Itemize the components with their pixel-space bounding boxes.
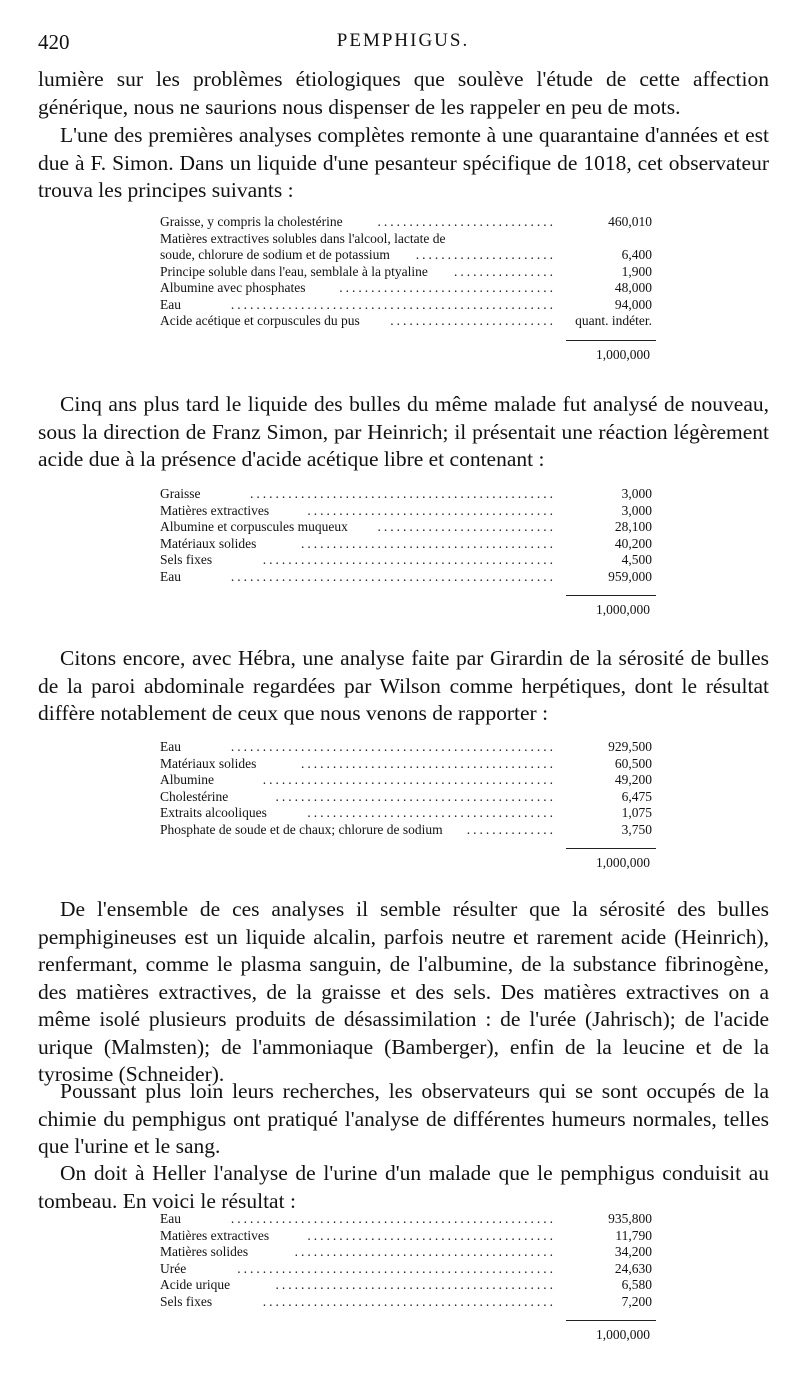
- row-label: Eau: [160, 296, 181, 312]
- row-label: Matières extractives: [160, 1227, 270, 1243]
- paragraph-conclusion: De l'ensemble de ces analyses il semble résulter que la sérosité des bulles pemphigineuses est un liquide alcalin, parfois neutre et rarement acide (Heinrich), renfermant, comme le plasma sanguin, de l'albumine, de la substance fibrinogène, des matières extractives, de la graisse et des sels. Des matières extractives on a même isolé plusieurs produits de désassimilation : de l'urée (Jahrisch); de l'acide urique (Malmsten); de l'ammoniaque (Bamberger), enfin de la leucine et de la tyrosime (Schneider).: [38, 897, 769, 1086]
- row-value: 6,400: [621, 247, 652, 262]
- total-rule: [566, 340, 656, 341]
- leader-dots: .......................................: [307, 502, 556, 518]
- table-row: [160, 805, 656, 822]
- table-row: [160, 247, 656, 264]
- leader-dots: ............................: [377, 519, 556, 534]
- row-label: Matières solides: [160, 1244, 249, 1259]
- table-row: [160, 552, 656, 569]
- row-label: Eau: [160, 1211, 181, 1226]
- row-value: 6,580: [621, 1277, 652, 1292]
- total-rule: [566, 595, 656, 596]
- table-row: [160, 297, 656, 314]
- row-label: Phosphate de soude et de chaux; chlorure de sodium: [160, 821, 443, 837]
- table-total: 1,000,000: [596, 346, 650, 362]
- row-label: Urée: [160, 1260, 187, 1276]
- row-label: Matériaux solides: [160, 535, 257, 551]
- row-label: Matières extractives: [160, 502, 270, 518]
- row-label: Cholestérine: [160, 788, 229, 804]
- paragraph-heller-analysis: On doit à Heller l'analyse de l'urine d'un malade que le pemphigus conduisit au tombeau. En voici le résultat :: [38, 1161, 769, 1213]
- leader-dots: ........................................: [301, 755, 556, 771]
- analysis-table-girardin: [160, 739, 656, 870]
- row-value: 7,200: [621, 1293, 652, 1309]
- leader-dots: ..............................................: [262, 772, 556, 787]
- leader-dots: ............................................: [275, 788, 556, 804]
- row-value: 959,000: [608, 568, 652, 584]
- row-value: 94,000: [614, 296, 652, 312]
- table-row: [160, 772, 656, 789]
- leader-dots: ..............: [466, 821, 556, 837]
- table-row: [160, 822, 656, 839]
- table-row: [160, 1261, 656, 1278]
- table-row: [160, 756, 656, 773]
- row-value: 6,475: [621, 788, 652, 804]
- table-row: [160, 280, 656, 297]
- table-total: 1,000,000: [596, 1327, 650, 1342]
- row-value: 60,500: [614, 755, 652, 771]
- row-value: 3,000: [621, 486, 652, 501]
- paragraph-heinrich-analysis: Cinq ans plus tard le liquide des bulles du même malade fut analysé de nouveau, sous la direction de Franz Simon, par Heinrich; il présentait une réaction légèrement acide due à la présence d'acide acétique libre et contenant :: [38, 392, 769, 471]
- leader-dots: ...................................................: [230, 1211, 556, 1226]
- row-value: 4,500: [621, 552, 652, 567]
- table-row: [160, 1277, 656, 1294]
- leader-dots: ...................................................: [230, 296, 556, 312]
- paragraph-intro-continuation: lumière sur les problèmes étiologiques que soulève l'étude de cette affection générique, nous ne saurions nous dispenser de les rappeler en peu de mots.: [38, 67, 769, 119]
- row-value: 3,000: [621, 502, 652, 518]
- paragraph-simon-analysis: L'une des premières analyses complètes remonte à une quarantaine d'années et est due à F. Simon. Dans un liquide d'une pesanteur spécifique de 1018, cet observateur trouva les principes suivants :: [38, 123, 769, 202]
- analysis-table-heinrich: [160, 486, 656, 617]
- table-row: [160, 264, 656, 281]
- row-value: 48,000: [614, 280, 652, 295]
- total-rule: [566, 1320, 656, 1321]
- analysis-table-simon: [160, 214, 656, 362]
- leader-dots: ..............................................: [262, 552, 556, 567]
- leader-dots: ............................................: [275, 1277, 556, 1292]
- page-header: [38, 30, 768, 58]
- table-row: [160, 569, 656, 586]
- paragraph-girardin-analysis: Citons encore, avec Hébra, une analyse faite par Girardin de la sérosité de bulles de la paroi abdominale regardées par Wilson comme herpétiques, dont le résultat diffère notablement de ceux que nous venons de rapporter :: [38, 646, 769, 725]
- row-value: 34,200: [614, 1244, 652, 1259]
- leader-dots: ................: [454, 263, 556, 279]
- table-total: 1,000,000: [596, 602, 650, 617]
- table-row: [160, 536, 656, 553]
- table-row: [160, 789, 656, 806]
- row-label: Extraits alcooliques: [160, 805, 267, 820]
- leader-dots: ............................: [377, 214, 556, 229]
- running-title: PEMPHIGUS.: [336, 30, 470, 51]
- row-value: 28,100: [614, 519, 652, 534]
- leader-dots: ......................: [415, 247, 556, 262]
- row-label: Sels fixes: [160, 1293, 213, 1309]
- table-row: [160, 1211, 656, 1228]
- row-value: 1,075: [621, 805, 652, 820]
- table-row: [160, 503, 656, 520]
- leader-dots: ..................................................: [237, 1260, 556, 1276]
- row-label: Sels fixes: [160, 552, 213, 567]
- row-label: Graisse, y compris la cholestérine: [160, 214, 343, 229]
- table-row: [160, 1228, 656, 1245]
- table-row: [160, 486, 656, 503]
- leader-dots: .......................................: [307, 1227, 556, 1243]
- table-row: [160, 313, 656, 330]
- leader-dots: ..........................: [390, 313, 556, 328]
- leader-dots: ..............................................: [262, 1293, 556, 1309]
- table-row: [160, 1294, 656, 1311]
- table-row: [160, 739, 656, 756]
- row-value: 929,500: [608, 739, 652, 754]
- leader-dots: .........................................: [294, 1244, 556, 1259]
- table-row: [160, 231, 656, 248]
- row-label: soude, chlorure de sodium et de potassium: [160, 247, 390, 262]
- row-label: Acide acétique et corpuscules du pus: [160, 313, 360, 328]
- row-label: Eau: [160, 568, 181, 584]
- row-value: 24,630: [614, 1260, 652, 1276]
- row-label: Matières extractives solubles dans l'alcool, lactate de: [160, 230, 446, 246]
- table-row: [160, 214, 656, 231]
- leader-dots: ...................................................: [230, 739, 556, 754]
- row-label: Acide urique: [160, 1277, 231, 1292]
- row-label: Albumine: [160, 772, 214, 787]
- leader-dots: ................................................: [250, 486, 556, 501]
- leader-dots: ..................................: [339, 280, 556, 295]
- paragraph-further-research: Poussant plus loin leurs recherches, les observateurs qui se sont occupés de la chimie du pemphigus ont pratiqué l'analyse de différentes humeurs normales, telles que l'urine et le sang.: [38, 1079, 769, 1158]
- row-label: Albumine avec phosphates: [160, 280, 306, 295]
- row-value: 1,900: [621, 263, 652, 279]
- table-row: [160, 519, 656, 536]
- analysis-table-heller: [160, 1211, 656, 1342]
- row-label: Albumine et corpuscules muqueux: [160, 519, 348, 534]
- row-value: 49,200: [614, 772, 652, 787]
- leader-dots: ........................................: [301, 535, 556, 551]
- row-value: 460,010: [608, 214, 652, 229]
- table-total: 1,000,000: [596, 855, 650, 870]
- row-label: Eau: [160, 739, 181, 754]
- row-value: 40,200: [614, 535, 652, 551]
- row-label: Matériaux solides: [160, 755, 257, 771]
- leader-dots: .......................................: [307, 805, 556, 820]
- table-row: [160, 1244, 656, 1261]
- total-rule: [566, 848, 656, 849]
- page-number: 420: [38, 30, 70, 54]
- row-value: 11,790: [615, 1227, 652, 1243]
- row-value: 935,800: [608, 1211, 652, 1226]
- row-label: Graisse: [160, 486, 201, 501]
- leader-dots: ...................................................: [230, 568, 556, 584]
- row-value: quant. indéter.: [575, 313, 652, 328]
- row-label: Principe soluble dans l'eau, semblale à la ptyaline: [160, 263, 428, 279]
- row-value: 3,750: [621, 821, 652, 837]
